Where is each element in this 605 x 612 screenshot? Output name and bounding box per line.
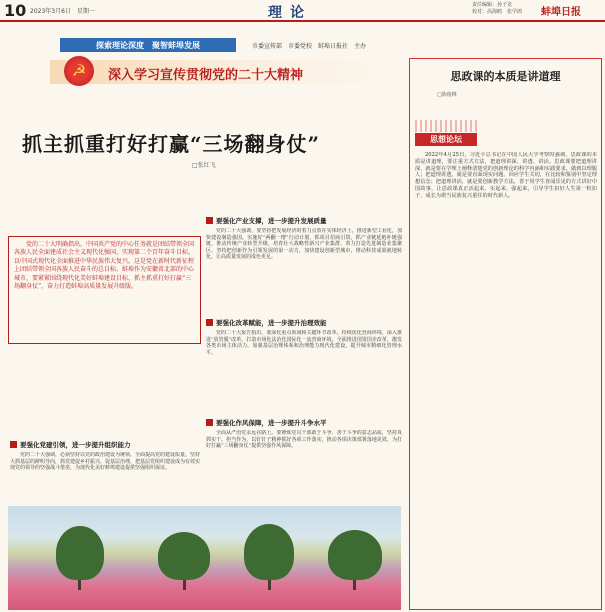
forum-tag-decoration <box>415 120 477 132</box>
issue-date: 2023年3月6日 星期一 <box>30 8 95 15</box>
section-header-text: 要强化党建引领，进一步提升组织能力 <box>20 441 131 449</box>
section-title: 理论 <box>268 5 312 21</box>
section-marker-icon <box>206 217 213 224</box>
section-body-party: 党的二十大强调，必须坚持以党的政治建设为统领，全面提高党的建设质量。坚持大抓基层的鲜明导向，抓党建促乡村振兴、促基层治理，把基层党组织建设成为有效实现党的领导的坚强战斗堡垒，为现代化美好蚌埠建设提供坚强组织保证。 <box>10 452 200 472</box>
section-header-reform <box>206 318 327 327</box>
intro-box: 党的二十大明确指出，中国共产党的中心任务就是团结带领全国各族人民全面建成社会主义现代化强国、实现第二个百年奋斗目标，以中国式现代化全面推进中华民族伟大复兴。这是党在新时代新征程上团结带领全国各族人民奋斗的总目标。蚌埠作为安徽省北部的中心城市，要紧紧围绕现代化美好蚌埠建设目标，抓主抓重打好打赢“三场翻身仗”，奋力打造蚌埠高质量发展升级版。 <box>8 236 201 344</box>
topic-banner-text: 深入学习宣传贯彻党的二十大精神 <box>108 68 304 83</box>
theme-bar <box>60 38 236 52</box>
right-article-body: 2022年4月25日，习近平总书记在中国人民大学考察时强调，思政课的本质是讲道理，要注重方式方法，把道理讲深、讲透、讲活。思政课要把道理讲深，就是要在学理上阐释清楚党的创新理论的科学内涵和实践要求，做到以理服人；把道理讲透，就是要直面现实问题、回应学生关切，在比较和鉴别中坚定理想信念；把道理讲活，就是要创新教学方法，善于用学生喜闻乐见的方式讲好中国故事，让思政课真正活起来、实起来、强起来，引导学生扣好人生第一粒扣子，成长为堪当民族复兴重任的时代新人。 <box>415 152 597 199</box>
section-body-industry: 党的二十大强调，要坚持把发展经济的着力点放在实体经济上，推进新型工业化，加快建设制造强国。实施好“两翻一增”行动计划，抓项目招商引资，抓产业链延链补链强链，推动传统产业转型升级，培育壮大战略性新兴产业集群，着力打造先进制造业集聚区。坚持把创新作为引领发展的第一动力，加快建设创新型城市，推动科技成果就地转化，让高质量发展的成色更足。 <box>206 228 402 261</box>
editor-info <box>472 2 542 16</box>
tree <box>56 526 104 580</box>
section-header-style <box>206 418 327 427</box>
tree <box>158 532 210 580</box>
section-header-text: 要强化产业支撑，进一步提升发展质量 <box>216 217 327 225</box>
section-header-industry <box>206 216 327 225</box>
organizer-line: 市委宣传部 市委党校 蚌埠日报社 主办 <box>252 43 367 50</box>
section-marker-icon <box>10 441 17 448</box>
right-article-title: 思政课的本质是讲道理 <box>450 70 561 83</box>
theme-bar-label: 探索理论深度 聚智蚌埠发展 <box>96 40 200 50</box>
main-headline: 抓主抓重打好打赢“三场翻身仗” <box>22 132 321 156</box>
section-marker-icon <box>206 419 213 426</box>
forum-tag: 思想论坛 <box>415 133 477 146</box>
tree <box>328 530 382 580</box>
park-photo <box>8 506 401 610</box>
editor-line: 责任编辑：孙子龙 <box>472 2 513 8</box>
proofreader-line: 校对：高海鸥 张学鸿 <box>472 9 523 15</box>
right-article-byline: □陈俊峰 <box>437 92 457 98</box>
party-emblem-icon: ☭ <box>64 56 94 86</box>
section-header-party <box>10 440 131 449</box>
paper-logo: 蚌埠日报 <box>541 7 581 18</box>
masthead <box>0 0 605 22</box>
page-number: 10 <box>4 1 27 20</box>
section-body-style: 全面从严治党永远在路上。要锤炼党员干部敢于斗争、善于斗争的意志品质，坚持真抓实干、担当作为，以钉钉子精神抓好各项工作落实，推动各项决策部署落地见效，为打好打赢“三场翻身仗”提供坚强作风保障。 <box>206 430 402 450</box>
section-header-text: 要强化改革赋能，进一步提升治理效能 <box>216 319 327 327</box>
section-body-reform: 党的二十大报告指出，要深化重点领域和关键环节改革。持续优化营商环境，深入推进“放管服”改革，打造市场化法治化国际化一流营商环境。全面推进国资国企改革，激发各类市场主体活力。加强基层治理体系和治理能力现代化建设，提升城市精细化管理水平。 <box>206 330 402 356</box>
tree <box>244 524 294 580</box>
section-marker-icon <box>206 319 213 326</box>
section-header-text: 要强化作风保障，进一步提升斗争水平 <box>216 419 327 427</box>
headline-byline: □张红飞 <box>192 162 216 169</box>
